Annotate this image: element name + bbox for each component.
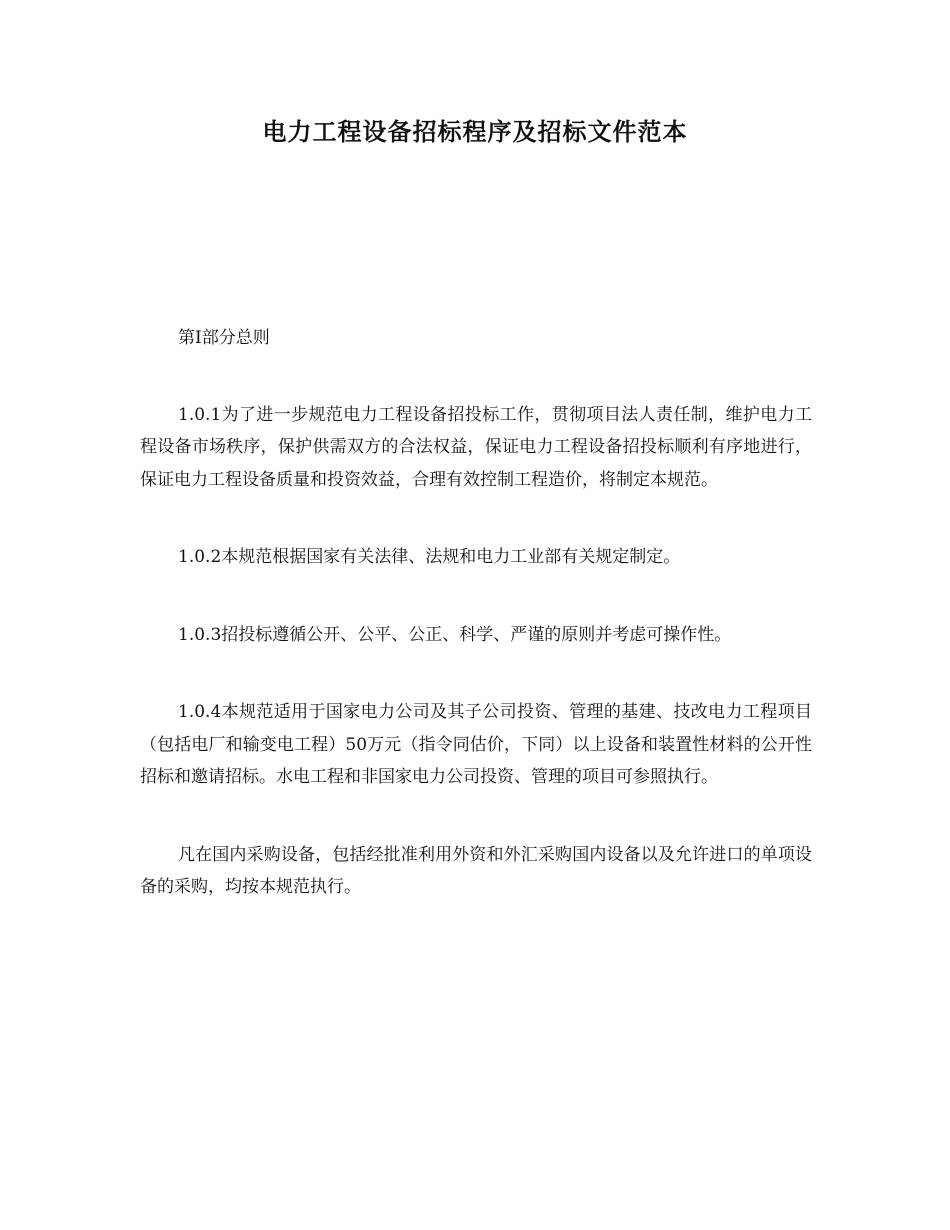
section-heading: 第I部分总则 [178,328,270,348]
document-body [140,322,812,904]
paragraph-domestic-procurement: 凡在国内采购设备，包括经批准利用外资和外汇采购国内设备以及允许进口的单项设备的采购，均按本规范执行。 [140,844,812,897]
paragraph-1-0-3: 1.0.3招投标遵循公开、公平、公正、科学、严谨的原则并考虑可操作性。 [178,624,732,645]
paragraph-1-0-2: 1.0.2本规范根据国家有关法律、法规和电力工业部有关规定制定。 [178,547,681,567]
paragraph-1-0-1: 1.0.1为了进一步规范电力工程设备招投标工作，贯彻项目法人责任制，维护电力工程设备市场秩序，保护供需双方的合法权益，保证电力工程设备招投标顺利有序地进行，保证电力工程设备质量和投资效益，合理有效控制工程造价，将制定本规范。 [140,404,812,490]
paragraph-1-0-4: 1.0.4本规范适用于国家电力公司及其子公司投资、管理的基建、技改电力工程项目（包括电厂和输变电工程）50万元（指令同估价，下同）以上设备和装置性材料的公开性招标和邀请招标。水电工程和非国家电力公司投资、管理的项目可参照执行。 [140,702,812,787]
document-title: 电力工程设备招标程序及招标文件范本 [262,118,688,146]
